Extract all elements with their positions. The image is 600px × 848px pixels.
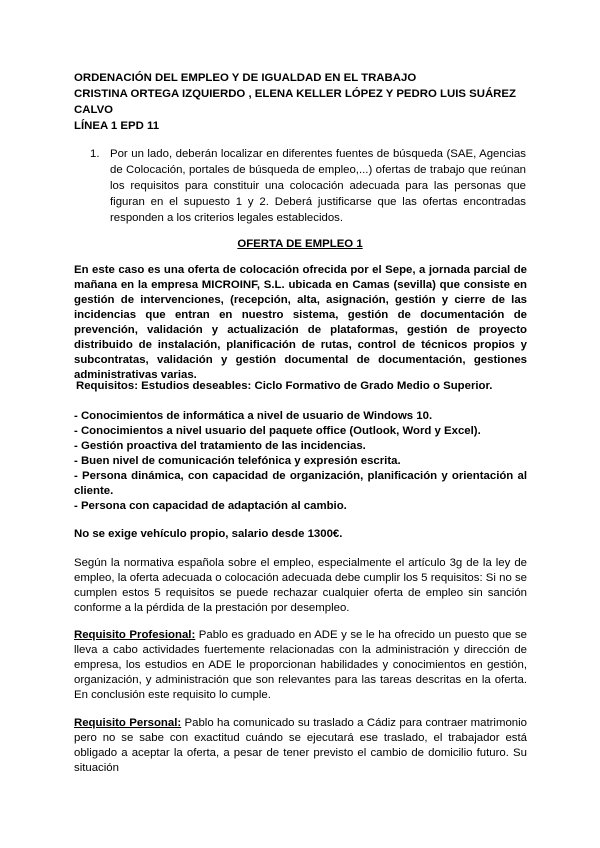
document-header [74, 70, 534, 134]
offer-description: En este caso es una oferta de colocación ofrecida por el Sepe, a jornada parcial de mañana en la empresa MICROINF, S.L. ubicada en Camas (sevilla) que consiste en gestión de intervenciones, (recepción, alta, asignación, gestión y cierre de las incidencias que entran en nuestro sistema, gestión de documentación de prevención, validación y actualización de plataformas, gestión de proyecto distribuido de instalación, planificación de rutas, control de técnicos propios y subcontratas, validación y gestión documental de documentación, gestiones administrativas varias. [74, 264, 527, 381]
offer-title: OFERTA DE EMPLEO 1 [237, 238, 363, 250]
requirement-item: - Buen nivel de comunicación telefónica y expresión escrita. [74, 455, 401, 467]
task-list [90, 146, 526, 226]
header-course-title: ORDENACIÓN DEL EMPLEO Y DE IGUALDAD EN EL TRABAJO [74, 72, 417, 84]
normativa-paragraph: Según la normativa española sobre el empleo, especialmente el artículo 3g de la ley de empleo, la oferta adecuada o colocación adecuada debe cumplir los 5 requisitos: Si no se cumplen estos 5 requisitos se puede rechazar cualquier oferta de empleo sin sanción conforme a la pérdida de la prestación por desempleo. [74, 557, 527, 614]
requisito-personal-text: Pablo ha comunicado su traslado a Cádiz para contraer matrimonio pero no se sabe con exactitud cuándo se ejecutará ese traslado, el trabajador está obligado a aceptar la oferta, a pesar de tener previsto el cambio de domicilio futuro. Su situación [74, 717, 527, 774]
requirement-item: - Persona con capacidad de adaptación al cambio. [74, 500, 347, 512]
requirements-heading: Requisitos: Estudios deseables: Ciclo Formativo de Grado Medio o Superior. [76, 380, 493, 392]
requirement-item: - Persona dinámica, con capacidad de organización, planificación y orientación al cliente. [74, 470, 527, 497]
requirement-item: - Conocimientos de informática a nivel de usuario de Windows 10. [74, 410, 433, 422]
salary-line: No se exige vehículo propio, salario desde 1300€. [74, 528, 343, 540]
requisito-profesional-text: Pablo es graduado en ADE y se le ha ofrecido un puesto que se lleva a cabo actividades fuertemente relacionadas con la administración y dirección de empresa, los estudios en ADE le proporcionan habilidades y conocimientos en gestión, organización, y administración que son relevantes para las tareas descritas en la oferta. En conclusión este requisito lo cumple. [74, 629, 527, 701]
requisito-profesional-label: Requisito Profesional: [74, 629, 196, 641]
header-authors: CRISTINA ORTEGA IZQUIERDO , ELENA KELLER LÓPEZ Y PEDRO LUIS SUÁREZ [74, 88, 516, 100]
requisito-personal-label: Requisito Personal: [74, 717, 182, 729]
task-text: Por un lado, deberán localizar en diferentes fuentes de búsqueda (SAE, Agencias de Colocación, portales de búsqueda de empleo,...) ofertas de trabajo que reúnan los requisitos para constituir una colocación adecuada para las personas que figuran en el supuesto 1 y 2. Deberá justificarse que las ofertas encontradas responden a los criterios legales establecidos. [110, 148, 526, 224]
requisito-personal-paragraph [74, 716, 527, 776]
header-authors-cont: CALVO [74, 104, 114, 116]
requisito-profesional-paragraph [74, 628, 527, 703]
task-number: 1. [90, 148, 100, 160]
header-line-epd: LÍNEA 1 EPD 11 [74, 120, 160, 132]
requirement-item: - Conocimientos a nivel usuario del paquete office (Outlook, Word y Excel). [74, 425, 481, 437]
requirements-list [74, 409, 527, 514]
requirement-item: - Gestión proactiva del tratamiento de las incidencias. [74, 440, 366, 452]
